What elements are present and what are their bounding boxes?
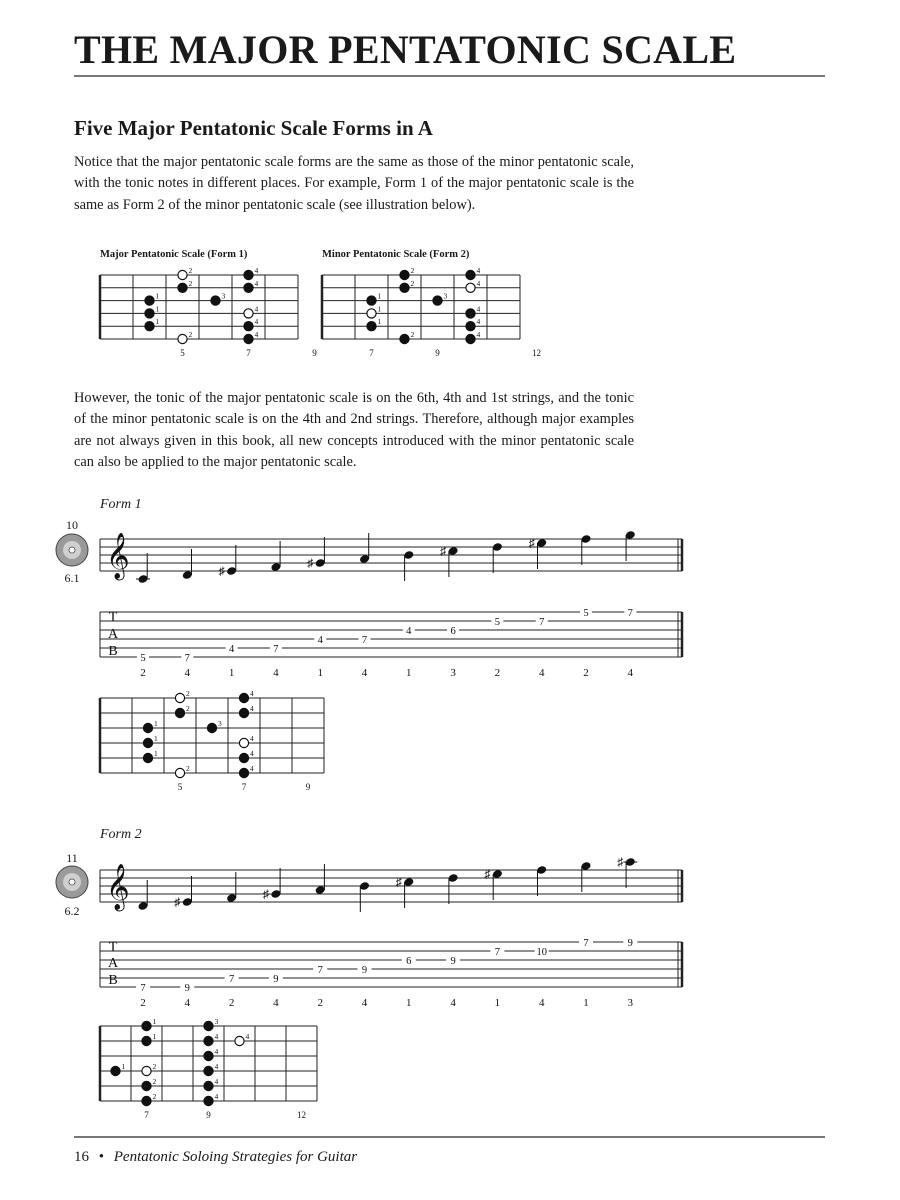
intro-paragraph: Notice that the major pentatonic scale forms are the same as those of the minor pentatonic scale, with the tonic notes in different places. For example, Form 1 of the major pentatonic scale is the same as Form 2 of the minor pentatonic scale (see illustration below).	[74, 154, 634, 213]
note-marker	[239, 708, 248, 717]
finger-number: 4	[214, 1077, 219, 1086]
finger-number: 2	[188, 278, 193, 288]
root-note-marker	[178, 334, 187, 343]
note-marker	[178, 283, 187, 292]
fingering-number: 4	[273, 997, 279, 1009]
sharp-sign: ♯	[262, 887, 269, 901]
finger-number: 3	[214, 1017, 219, 1026]
finger-number: 4	[214, 1032, 219, 1041]
note-marker	[204, 1081, 213, 1090]
fingering-number: 3	[627, 997, 634, 1009]
tab-clef-letter: B	[108, 973, 118, 988]
fret-number: 7	[369, 348, 374, 358]
sharp-sign: ♯	[440, 544, 447, 558]
fret-number: 7	[241, 782, 247, 792]
note-marker	[142, 1081, 151, 1090]
tab-number: 5	[140, 653, 146, 664]
fingering-number: 4	[184, 667, 191, 679]
fingering-number: 1	[583, 997, 589, 1009]
fingering-number: 1	[406, 667, 412, 679]
note-marker	[244, 334, 253, 343]
root-note-marker	[178, 270, 187, 279]
finger-number: 1	[121, 1062, 126, 1071]
note-marker	[466, 309, 475, 318]
finger-number: 1	[155, 291, 160, 301]
tab-number: 9	[627, 938, 633, 949]
finger-number: 2	[186, 704, 190, 713]
page-number: 16	[74, 1149, 89, 1165]
note-marker	[367, 296, 376, 305]
major-diagram-caption: Major Pentatonic Scale (Form 1)	[100, 249, 248, 260]
sharp-sign: ♯	[617, 855, 624, 869]
root-note-marker	[235, 1036, 244, 1045]
sharp-sign: ♯	[307, 556, 314, 570]
tab-number: 6	[406, 956, 412, 967]
fingering-number: 4	[627, 667, 634, 679]
note-marker	[145, 309, 154, 318]
cd-icon	[56, 534, 88, 566]
finger-number: 2	[410, 266, 415, 275]
fingering-number: 2	[494, 667, 501, 679]
book-title: Pentatonic Soloing Strategies for Guitar	[113, 1149, 358, 1165]
tab-number: 7	[627, 608, 633, 619]
treble-clef-icon: 𝄞	[106, 864, 130, 909]
fingering-number: 2	[140, 997, 146, 1009]
footer-bullet: •	[98, 1149, 105, 1165]
finger-number: 1	[155, 317, 160, 327]
finger-number: 4	[214, 1092, 219, 1101]
form1-track-subnumber: 6.1	[64, 571, 80, 585]
note-marker	[142, 1021, 151, 1030]
tab-number: 7	[539, 617, 545, 628]
note-marker	[466, 334, 475, 343]
form1-track-number: 10	[66, 518, 78, 532]
tab-number: 10	[536, 947, 547, 958]
tab-number: 9	[450, 956, 456, 967]
tonic-paragraph: However, the tonic of the major pentatonic scale is on the 6th, 4th and 1st strings, and the tonic of the minor pentatonic scale is on the 4th and 2nd strings. Therefore, although major examples are not always given in this book, all new concepts introduced with the minor pentatonic scale can also be applied to the major pentatonic scale.	[74, 390, 634, 471]
finger-number: 2	[410, 330, 415, 339]
tab-number: 5	[583, 608, 589, 619]
finger-number: 4	[250, 704, 254, 713]
finger-number: 2	[186, 764, 190, 773]
finger-number: 1	[154, 719, 158, 728]
sharp-sign: ♯	[218, 564, 225, 578]
finger-number: 4	[476, 317, 481, 327]
finger-number: 4	[254, 278, 259, 288]
fingering-number: 4	[450, 997, 456, 1009]
note-marker	[367, 322, 376, 331]
fingering-number: 4	[538, 667, 545, 679]
finger-number: 3	[221, 291, 226, 301]
page-footer	[74, 1149, 357, 1166]
footer-rule	[74, 1136, 825, 1138]
tab-clef-letter: A	[107, 956, 119, 971]
finger-number: 1	[377, 317, 382, 327]
note-marker	[204, 1021, 213, 1030]
finger-number: 4	[254, 330, 259, 339]
finger-number: 4	[250, 689, 254, 698]
finger-number: 1	[377, 291, 382, 301]
form2-label: Form 2	[100, 827, 142, 842]
finger-number: 4	[476, 304, 481, 314]
tab-number: 4	[406, 626, 412, 637]
finger-number: 1	[152, 1017, 157, 1026]
note-marker	[204, 1051, 213, 1060]
finger-number: 4	[476, 330, 481, 339]
tab-number: 4	[317, 635, 323, 646]
finger-number: 4	[214, 1062, 219, 1071]
fingering-number: 4	[361, 997, 368, 1009]
tab-clef-letter: B	[108, 644, 118, 659]
form2-track-subnumber: 6.2	[64, 904, 80, 918]
finger-number: 4	[254, 304, 259, 314]
note-marker	[400, 283, 409, 292]
finger-number: 4	[214, 1047, 219, 1056]
root-note-marker	[367, 309, 376, 318]
fingering-number: 1	[406, 997, 412, 1009]
fingering-number: 4	[184, 997, 191, 1009]
finger-number: 1	[154, 734, 158, 743]
note-marker	[239, 753, 248, 762]
fingering-number: 4	[273, 667, 279, 679]
fret-number: 5	[177, 782, 183, 792]
sharp-sign: ♯	[484, 867, 491, 881]
form2-track-number: 11	[66, 851, 78, 865]
fret-number: 5	[180, 348, 185, 358]
fingering-number: 2	[317, 997, 323, 1009]
fret-number: 9	[206, 1110, 211, 1120]
tab-number: 9	[361, 965, 368, 976]
note-marker	[207, 723, 216, 732]
finger-number: 2	[152, 1077, 157, 1086]
sharp-sign: ♯	[395, 875, 402, 889]
tab-clef-letter: T	[108, 610, 118, 625]
finger-number: 4	[250, 764, 254, 773]
finger-number: 2	[152, 1092, 157, 1101]
fret-number: 9	[312, 348, 317, 358]
sharp-sign: ♯	[528, 536, 535, 550]
finger-number: 4	[254, 317, 259, 327]
finger-number: 2	[152, 1062, 157, 1071]
note-marker	[466, 270, 475, 279]
note-marker	[400, 334, 409, 343]
fingering-number: 4	[538, 997, 545, 1009]
finger-number: 2	[186, 689, 190, 698]
tab-number: 7	[361, 635, 368, 646]
note-marker	[211, 296, 220, 305]
tab-number: 7	[583, 938, 589, 949]
finger-number: 3	[443, 291, 448, 301]
note-marker	[400, 270, 409, 279]
cd-hole	[69, 547, 75, 553]
note-marker	[143, 738, 152, 747]
finger-number: 3	[218, 719, 222, 728]
tab-number: 7	[228, 974, 235, 985]
finger-number: 2	[188, 266, 193, 275]
tab-number: 4	[228, 644, 235, 655]
root-note-marker	[239, 738, 248, 747]
finger-number: 4	[476, 266, 481, 275]
tab-number: 7	[273, 644, 279, 655]
note-marker	[466, 322, 475, 331]
fret-number: 9	[305, 782, 311, 792]
finger-number: 4	[254, 266, 259, 275]
note-marker	[142, 1096, 151, 1105]
tab-number: 9	[273, 974, 279, 985]
major-form1-fretboard	[100, 266, 317, 358]
sharp-sign: ♯	[174, 895, 181, 909]
cd-hole	[69, 879, 75, 885]
tab-number: 7	[184, 653, 190, 664]
section-heading: Five Major Pentatonic Scale Forms in A	[74, 116, 433, 140]
fingering-number: 1	[494, 997, 501, 1009]
fingering-number: 2	[228, 997, 235, 1009]
note-marker	[204, 1066, 213, 1075]
page-title: THE MAJOR PENTATONIC SCALE	[74, 27, 737, 72]
fret-number: 7	[144, 1110, 149, 1120]
fret-number: 7	[246, 348, 251, 358]
fingering-number: 2	[583, 667, 589, 679]
note-marker	[244, 270, 253, 279]
fingering-number: 1	[317, 667, 323, 679]
form1-fretboard	[100, 689, 324, 792]
finger-number: 1	[377, 304, 382, 314]
tab-clef-letter: T	[108, 940, 118, 955]
tab-number: 7	[140, 983, 146, 994]
fingering-number: 4	[361, 667, 368, 679]
finger-number: 1	[154, 749, 158, 758]
finger-number: 1	[155, 304, 160, 314]
note-marker	[175, 708, 184, 717]
note-marker	[239, 693, 248, 702]
tab-number: 7	[494, 947, 501, 958]
tab-number: 5	[494, 617, 501, 628]
note-marker	[145, 322, 154, 331]
fret-number: 12	[297, 1110, 306, 1120]
minor-diagram-caption: Minor Pentatonic Scale (Form 2)	[322, 249, 470, 260]
note-marker	[204, 1096, 213, 1105]
finger-number: 4	[250, 749, 254, 758]
note-marker	[239, 768, 248, 777]
tab-clef-letter: A	[107, 627, 119, 642]
fingering-number: 2	[140, 667, 146, 679]
note-marker	[433, 296, 442, 305]
minor-form2-fretboard	[322, 266, 541, 358]
note-marker	[143, 753, 152, 762]
note-marker	[142, 1036, 151, 1045]
root-note-marker	[175, 693, 184, 702]
finger-number: 4	[250, 734, 254, 743]
finger-number: 2	[410, 278, 415, 288]
form2-notation-system	[100, 855, 682, 1009]
fret-number: 12	[532, 348, 541, 358]
note-marker	[244, 322, 253, 331]
form2-fretboard	[100, 1017, 317, 1120]
root-note-marker	[175, 768, 184, 777]
cd-icon	[56, 866, 88, 898]
finger-number: 4	[245, 1032, 250, 1041]
note-marker	[145, 296, 154, 305]
note-marker	[244, 283, 253, 292]
fingering-number: 1	[228, 667, 235, 679]
root-note-marker	[466, 283, 475, 292]
form1-label: Form 1	[100, 497, 142, 512]
root-note-marker	[142, 1066, 151, 1075]
finger-number: 4	[476, 278, 481, 288]
fret-number: 9	[435, 348, 440, 358]
fingering-number: 3	[450, 667, 456, 679]
note-marker	[111, 1066, 120, 1075]
finger-number: 2	[188, 330, 193, 339]
note-marker	[143, 723, 152, 732]
tab-number: 9	[184, 983, 190, 994]
tab-number: 7	[317, 965, 323, 976]
note-marker	[204, 1036, 213, 1045]
root-note-marker	[244, 309, 253, 318]
form1-notation-system	[100, 530, 682, 679]
finger-number: 1	[152, 1032, 157, 1041]
treble-clef-icon: 𝄞	[106, 533, 130, 578]
tab-number: 6	[450, 626, 456, 637]
